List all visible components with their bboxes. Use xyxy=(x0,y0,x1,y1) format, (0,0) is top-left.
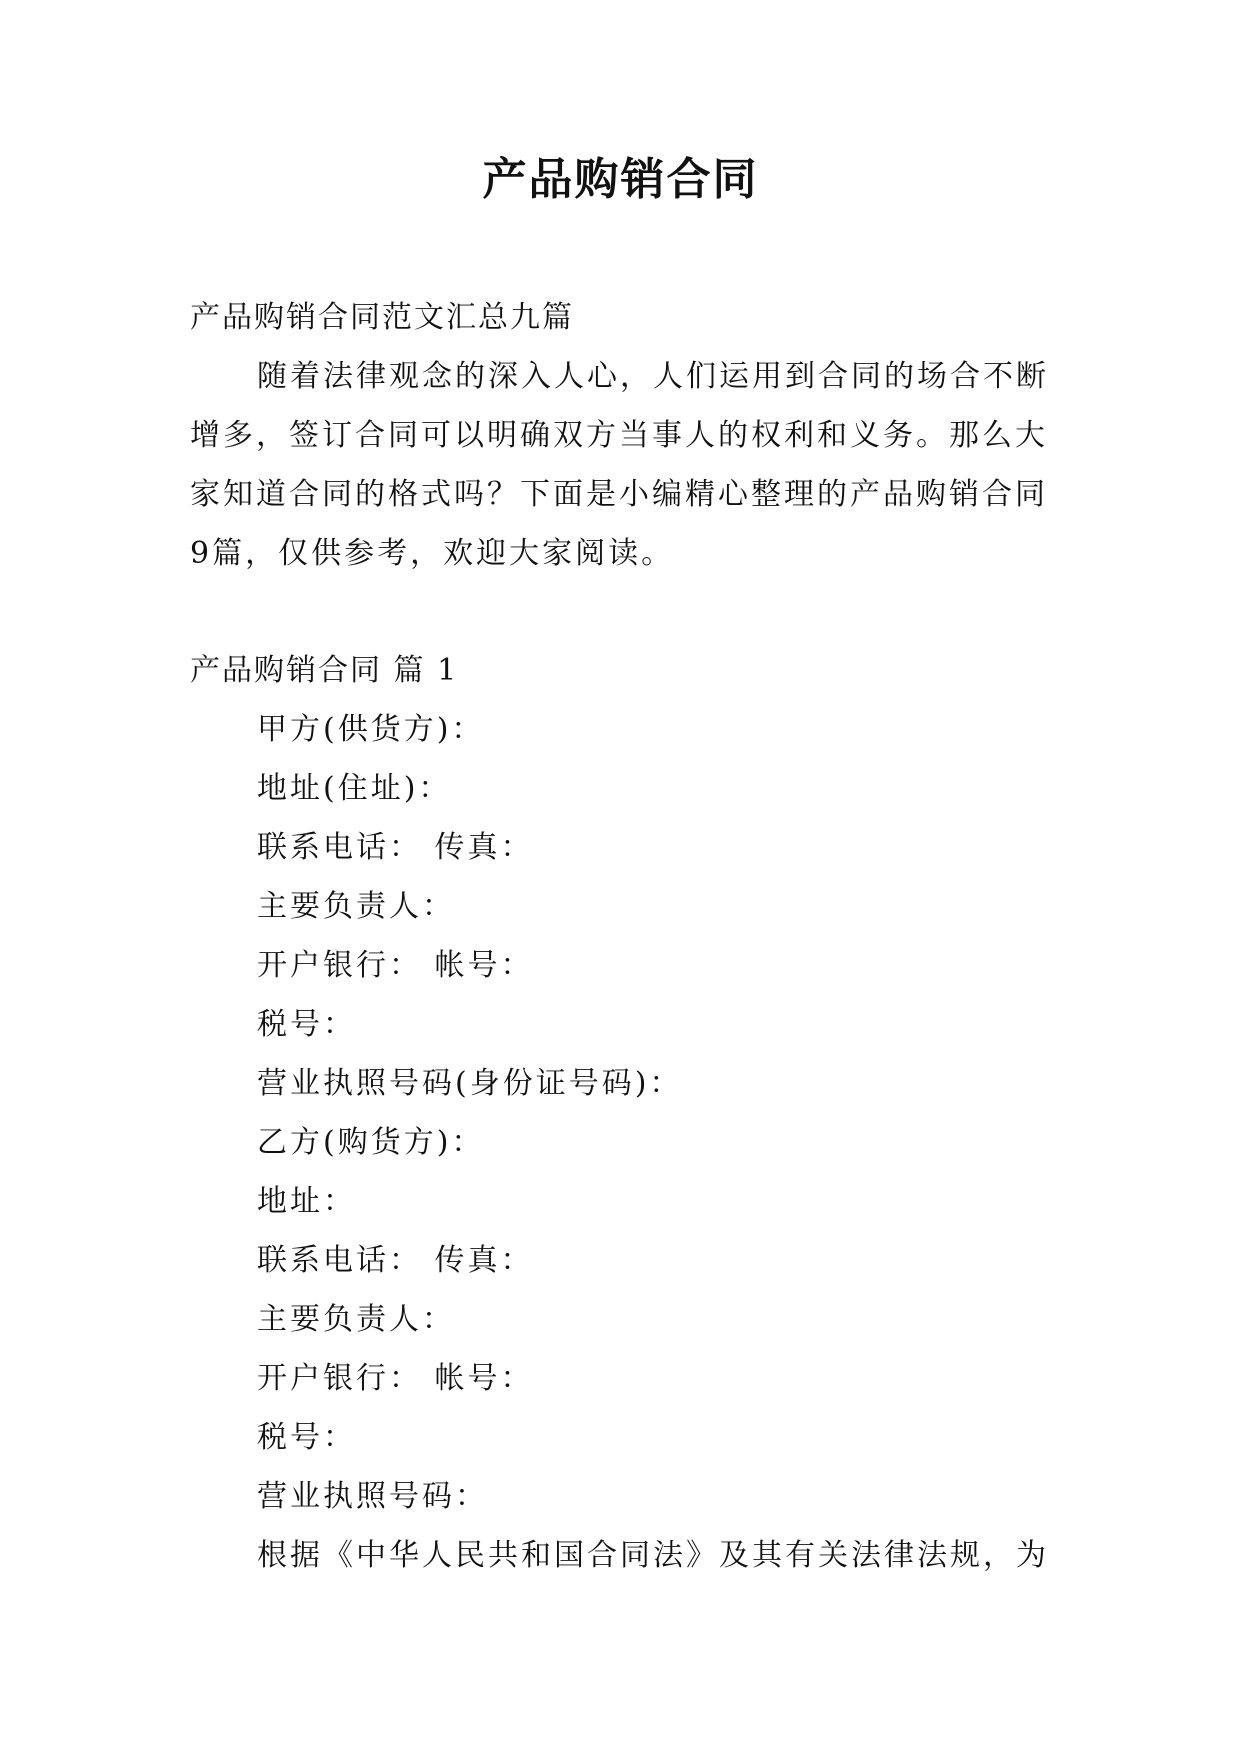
party-b-tax-id: 税号： xyxy=(257,1420,356,1455)
section-heading: 产品购销合同 篇 1 xyxy=(190,653,459,688)
party-b-address: 地址： xyxy=(257,1184,356,1219)
party-a-phone-fax: 联系电话： 传真： xyxy=(257,830,534,865)
document-subtitle: 产品购销合同范文汇总九篇 xyxy=(190,300,574,335)
party-a-address: 地址(住址)： xyxy=(257,771,452,806)
party-b-label: 乙方(购货方)： xyxy=(257,1125,485,1160)
party-a-tax-id: 税号： xyxy=(257,1007,356,1042)
document-title: 产品购销合同 xyxy=(482,154,759,205)
party-a-license: 营业执照号码(身份证号码)： xyxy=(257,1066,683,1101)
party-b-phone-fax: 联系电话： 传真： xyxy=(257,1243,534,1278)
party-b-principal: 主要负责人： xyxy=(257,1302,455,1337)
intro-paragraph: 随着法律观念的深入人心，人们运用到合同的场合不断增多，签订合同可以明确双方当事人的权利和义务。那么大家知道合同的格式吗？下面是小编精心整理的产品购销合同9篇，仅供参考，欢迎大家阅读。 xyxy=(190,359,1049,571)
party-a-principal: 主要负责人： xyxy=(257,889,455,924)
party-b-license: 营业执照号码： xyxy=(257,1479,488,1514)
party-b-bank-account: 开户银行： 帐号： xyxy=(257,1361,534,1396)
party-a-label: 甲方(供货方)： xyxy=(257,712,485,747)
spacer xyxy=(190,583,1056,641)
party-a-bank-account: 开户银行： 帐号： xyxy=(257,948,534,983)
closing-line: 根据《中华人民共和国合同法》及其有关法律法规，为 xyxy=(257,1538,1049,1573)
document-body xyxy=(190,288,1056,1585)
